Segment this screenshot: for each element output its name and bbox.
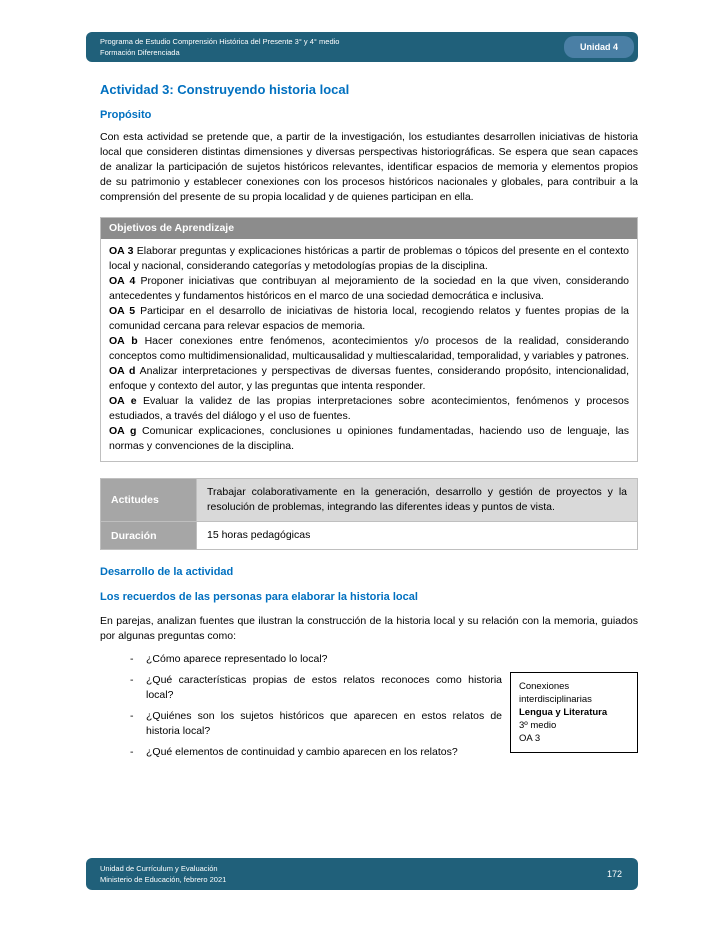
question-text: ¿Qué características propias de estos relatos reconoces como historia local? (146, 674, 502, 701)
objective-code: OA 5 (109, 305, 136, 317)
objective-item (109, 364, 629, 394)
development-heading: Desarrollo de la actividad (100, 566, 234, 578)
connections-level: 3º medio (519, 720, 557, 731)
objective-item (109, 244, 629, 274)
objectives-table (100, 217, 638, 462)
activity-title: Actividad 3: Construyendo historia local (100, 82, 350, 97)
objective-text: Evaluar la validez de las propias interpretaciones sobre acontecimientos, fenómenos y procesos estudiados, a través del diálogo y el uso de fuentes. (109, 395, 629, 422)
connections-subject: Lengua y Literatura (519, 707, 608, 718)
dash-bullet: - (130, 674, 134, 686)
objective-code: OA b (109, 335, 138, 347)
footer-line1: Unidad de Currículum y Evaluación (100, 864, 218, 873)
question-text: ¿Qué elementos de continuidad y cambio aparecen en los relatos? (146, 746, 458, 758)
question-item (130, 652, 502, 667)
questions-list (100, 652, 502, 760)
question-item (130, 673, 502, 703)
objective-text: Elaborar preguntas y explicaciones históricas a partir de problemas o tópicos del presente en el contexto local y nacional, considerando categorías y metodologías propias de la disciplina. (109, 245, 629, 272)
development-subheading: Los recuerdos de las personas para elaborar la historia local (100, 591, 418, 603)
table-row (101, 521, 637, 549)
questions-section (100, 652, 638, 772)
question-text: ¿Cómo aparece representado lo local? (146, 653, 328, 665)
objectives-table-header: Objetivos de Aprendizaje (101, 218, 637, 239)
objective-text: Participar en el desarrollo de iniciativas de historia local, recogiendo relatos y fuentes propias de la comunidad cercana para relevar espacios de memoria. (109, 305, 629, 332)
objective-item (109, 394, 629, 424)
objective-item (109, 334, 629, 364)
objectives-table-body (101, 239, 637, 461)
objective-text: Comunicar explicaciones, conclusiones u opiniones fundamentadas, haciendo uso de lenguaje, las normas y convenciones de la disciplina. (109, 425, 630, 452)
program-title-line1: Programa de Estudio Comprensión Histórica del Presente 3° y 4° medio (100, 37, 340, 46)
dash-bullet: - (130, 746, 134, 758)
dash-bullet: - (130, 710, 134, 722)
question-item (130, 745, 502, 760)
objective-text: Proponer iniciativas que contribuyan al mejoramiento de la sociedad en la que viven, considerando antecedentes y fundamentos históricos en el marco de una sociedad democrática e inclusiva. (109, 275, 630, 302)
objective-item (109, 424, 629, 454)
objective-item (109, 274, 629, 304)
attributes-table (100, 478, 638, 550)
header-banner (86, 32, 638, 62)
question-text: ¿Quiénes son los sujetos históricos que aparecen en estos relatos de historia local? (146, 710, 502, 737)
objective-item (109, 304, 629, 334)
footer-banner (86, 858, 638, 890)
development-intro: En parejas, analizan fuentes que ilustran la construcción de la historia local y su relación con la memoria, guiados por algunas preguntas como: (100, 615, 638, 642)
objective-code: OA d (109, 365, 136, 377)
footer-text (100, 863, 226, 885)
objective-code: OA 3 (109, 245, 134, 257)
dash-bullet: - (130, 653, 134, 665)
program-title (100, 36, 339, 58)
main-content (100, 82, 638, 772)
duration-label-cell: Duración (101, 522, 197, 549)
page-number: 172 (606, 869, 622, 879)
connections-title: Conexiones interdisciplinarias (519, 681, 592, 705)
attitudes-value-cell: Trabajar colaborativamente en la generación, desarrollo y gestión de proyectos y la resolución de problemas, integrando las diferentes ideas y puntos de vista. (197, 479, 637, 521)
objective-code: OA 4 (109, 275, 136, 287)
footer-line2: Ministerio de Educación, febrero 2021 (100, 875, 227, 884)
duration-value-cell: 15 horas pedagógicas (207, 529, 311, 541)
connections-oa: OA 3 (519, 733, 541, 744)
purpose-paragraph: Con esta actividad se pretende que, a partir de la investigación, los estudiantes desarrollen iniciativas de historia local que consideren distintas dimensiones y diversas perspectivas historiográficas. Se espera que sean capaces de analizar la participación de sujetos históricos relevantes, identificar espacios de memoria y elementos propios de su patrimonio y establecer conexiones con los procesos históricos nacionales y globales, para contribuir a la comprensión del presente de su propia localidad y de quienes participan en ella. (100, 131, 638, 203)
purpose-heading: Propósito (100, 109, 152, 121)
program-title-line2: Formación Diferenciada (100, 48, 180, 57)
objective-text: Hacer conexiones entre fenómenos, acontecimientos y/o procesos de la realidad, considerando conceptos como multidimensionalidad, multicausalidad y multiescalaridad, temporalidad, y variables y patrones. (109, 335, 630, 362)
objective-text: Analizar interpretaciones y perspectivas de diversas fuentes, considerando propósito, intencionalidad, enfoque y contexto del autor, y las preguntas que intenta responder. (109, 365, 629, 392)
question-item (130, 709, 502, 739)
objective-code: OA g (109, 425, 137, 437)
table-row (101, 479, 637, 521)
objective-code: OA e (109, 395, 137, 407)
interdisciplinary-connections-box (510, 672, 638, 753)
attitudes-label-cell: Actitudes (101, 479, 197, 521)
unit-badge: Unidad 4 (564, 36, 634, 58)
